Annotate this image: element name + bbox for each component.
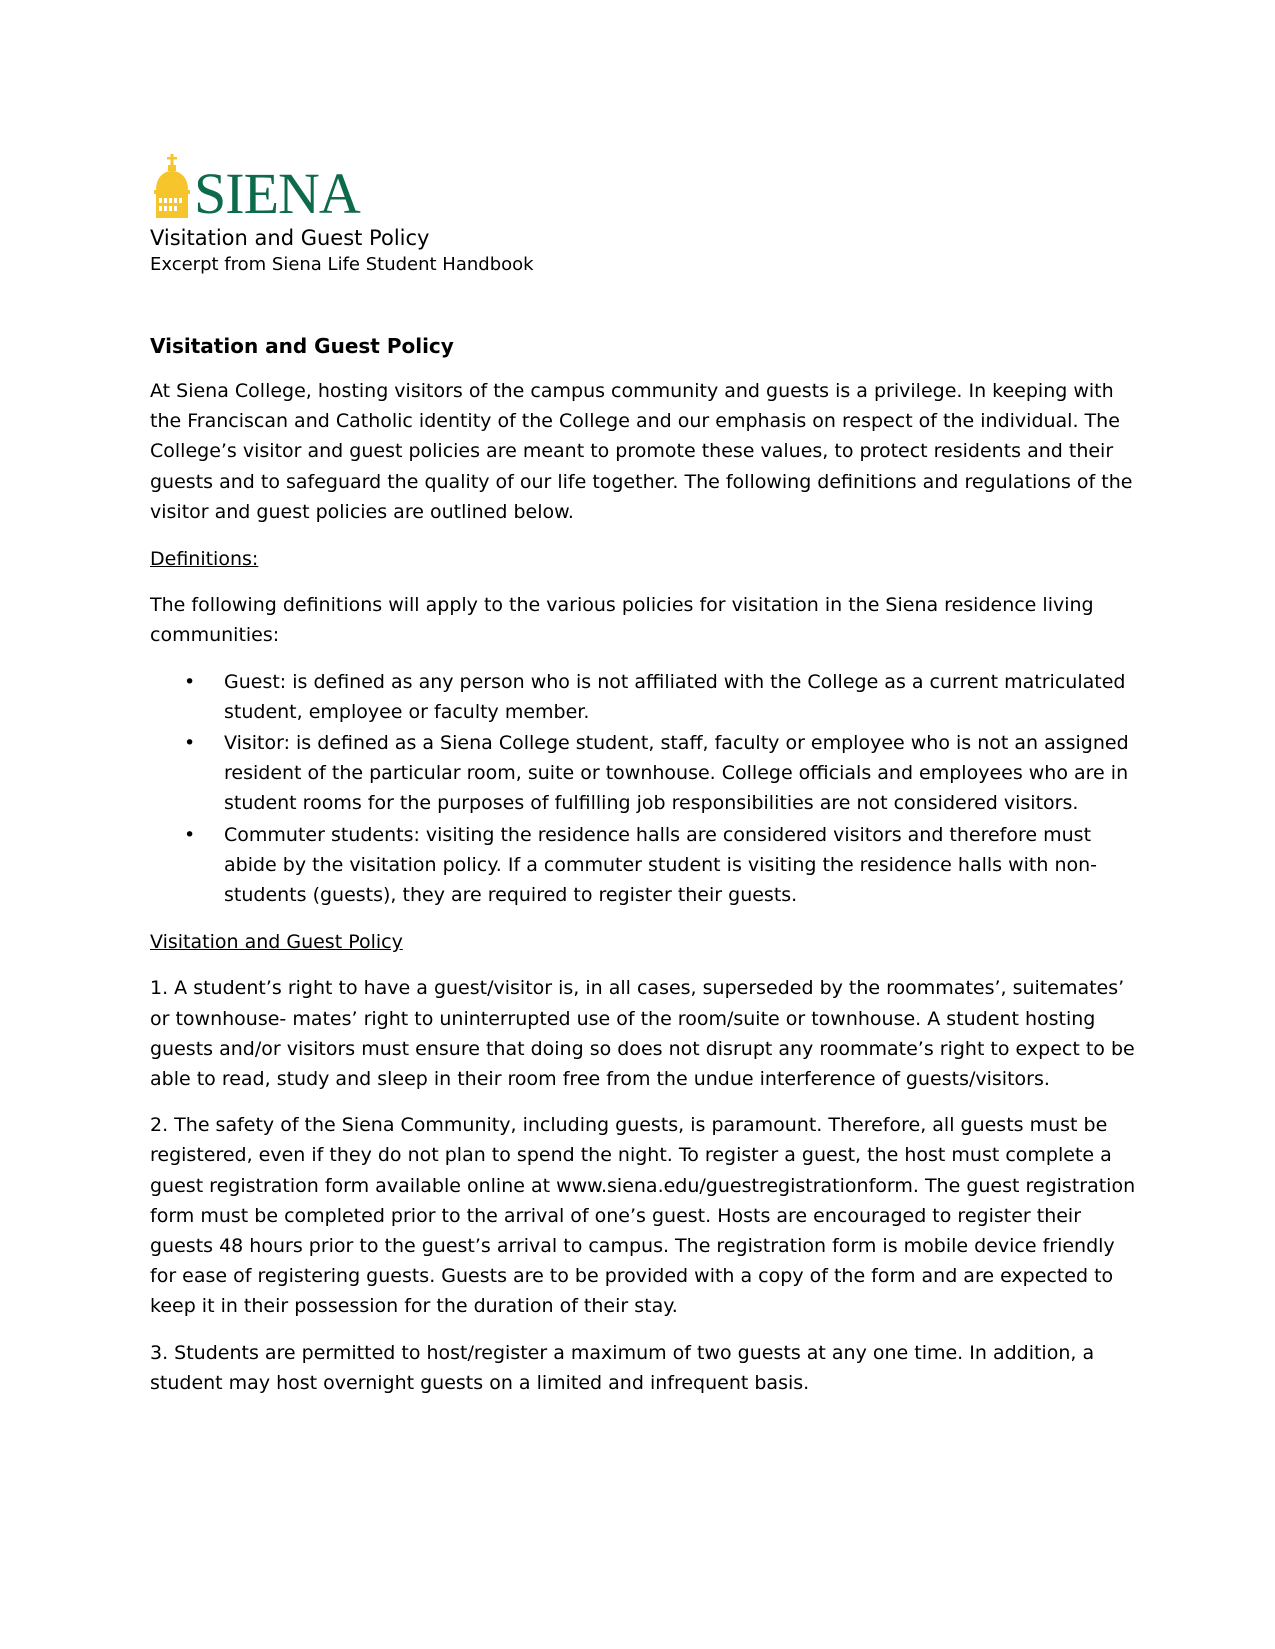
document-subtitle: Excerpt from Siena Life Student Handbook [150, 254, 534, 275]
bullet-icon: • [184, 823, 196, 846]
definition-text: Visitor: is defined as a Siena College student, staff, faculty or employee who is not an assigned resident of the particular room, suite or townhouse. College officials and employees who are in student rooms for the purposes of fulfilling job responsibilities are not considered visitors. [224, 732, 1129, 815]
document-page [150, 148, 1140, 1398]
definition-item-visitor [184, 728, 1140, 819]
dome-icon [152, 154, 192, 220]
definition-text: Commuter students: visiting the residence halls are considered visitors and therefore must abide by the visitation policy. If a commuter student is visiting the residence halls with non-students (guests), they are required to register their guests. [224, 823, 1098, 907]
document-title: Visitation and Guest Policy [150, 226, 430, 250]
definitions-intro: The following definitions will apply to the various policies for visitation in the Siena residence living communities: [150, 594, 1094, 647]
bullet-icon: • [184, 732, 196, 755]
intro-paragraph: At Siena College, hosting visitors of the campus community and guests is a privilege. In keeping with the Franciscan and Catholic identity of the College and our emphasis on respect of the individual. The College’s visitor and guest policies are meant to promote these values, to protect residents and their guests and to safeguard the quality of our life together. The following definitions and regulations of the visitor and guest policies are outlined below. [150, 380, 1133, 523]
policy-heading: Visitation and Guest Policy [150, 931, 403, 954]
policy-item-1: 1. A student’s right to have a guest/visitor is, in all cases, superseded by the roommates’, suitemates’ or townhouse- mates’ right to uninterrupted use of the room/suite or townhouse. A student hosting guests and/or visitors must ensure that doing so does not disrupt any roommate’s right to expect to be able to read, study and sleep in their room free from the undue interference of guests/visitors. [150, 977, 1135, 1091]
definitions-list [150, 667, 1140, 911]
bullet-icon: • [184, 670, 196, 693]
siena-logo [152, 148, 1140, 226]
definitions-heading: Definitions: [150, 548, 259, 571]
policy-item-2: 2. The safety of the Siena Community, including guests, is paramount. Therefore, all guests must be registered, even if they do not plan to spend the night. To register a guest, the host must complete a guest registration form available online at www.siena.edu/guestregistrationform. The guest registration form must be completed prior to the arrival of one’s guest. Hosts are encouraged to register their guests 48 hours prior to the guest’s arrival to campus. The registration form is mobile device friendly for ease of registering guests. Guests are to be provided with a copy of the form and are expected to keep it in their possession for the duration of their stay. [150, 1114, 1136, 1318]
logo-wordmark: SIENA [194, 161, 360, 226]
policy-item-3: 3. Students are permitted to host/register a maximum of two guests at any one time. In addition, a student may host overnight guests on a limited and infrequent basis. [150, 1341, 1095, 1394]
section-heading: Visitation and Guest Policy [150, 334, 454, 358]
definition-item-guest [184, 667, 1140, 727]
definition-item-commuter [184, 820, 1140, 911]
definition-text: Guest: is defined as any person who is not affiliated with the College as a current matriculated student, employee or faculty member. [224, 670, 1126, 723]
